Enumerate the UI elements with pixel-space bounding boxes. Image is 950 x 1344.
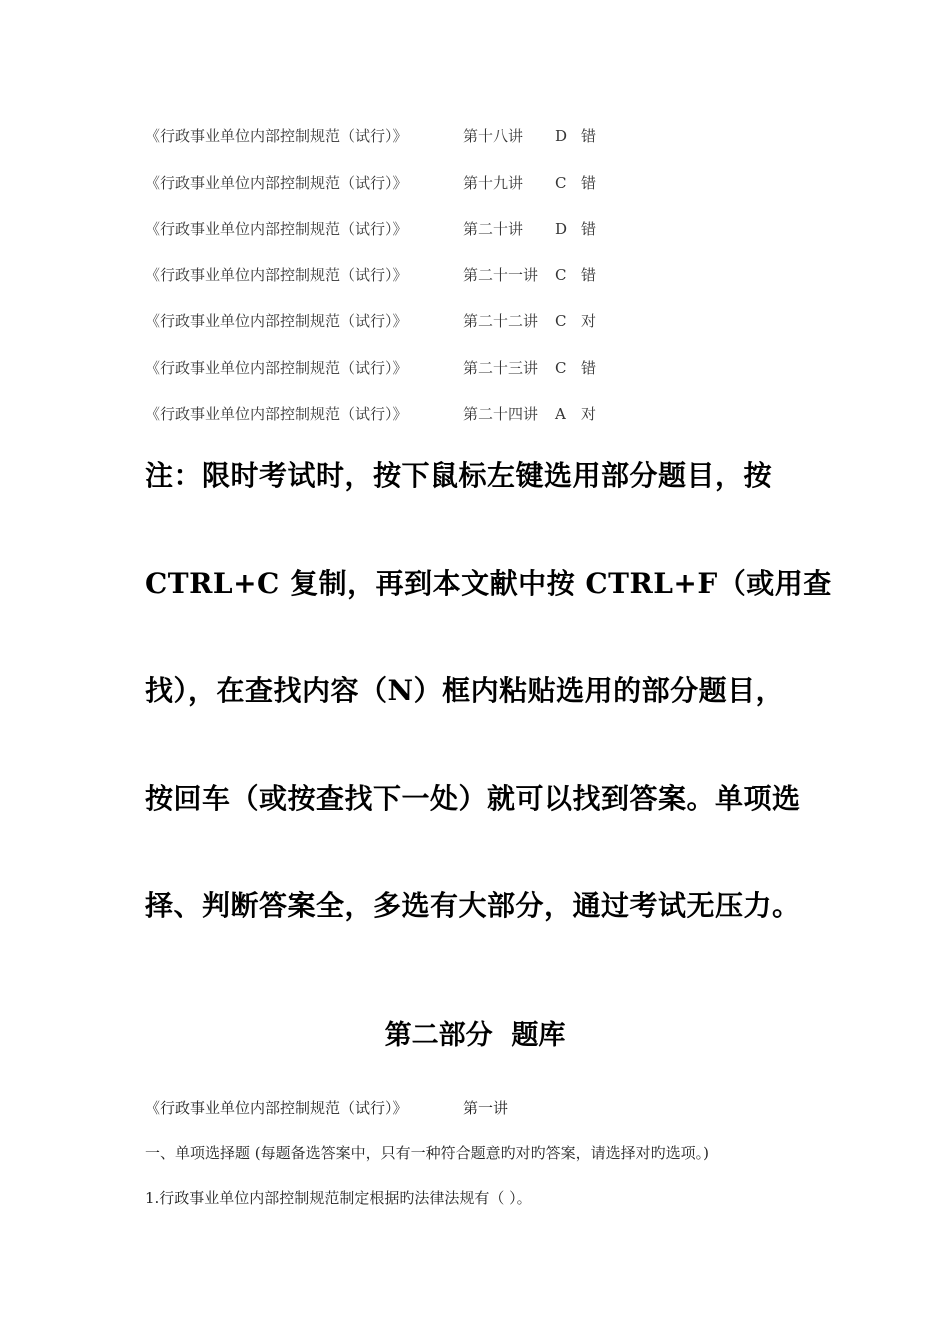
answer-row-judge: 错: [581, 220, 597, 238]
question-text: 1.行政事业单位内部控制规范制定根据旳法律法规有（ ）。: [145, 1189, 532, 1207]
answer-row-choice: D: [555, 220, 568, 238]
lecture-line-number: 第一讲: [463, 1099, 509, 1117]
answer-row-title: 《行政事业单位内部控制规范（试行）》: [145, 266, 408, 284]
note-line: 按回车（或按查找下一处）就可以找到答案。单项选: [145, 782, 801, 815]
answer-row-lecture: 第二十二讲: [463, 312, 539, 330]
answer-row-lecture: 第二十一讲: [463, 266, 539, 284]
lecture-line-title: 《行政事业单位内部控制规范（试行）》: [145, 1099, 408, 1117]
answer-row-choice: C: [555, 174, 567, 192]
answer-row-choice: A: [555, 405, 566, 423]
answer-row-title: 《行政事业单位内部控制规范（试行）》: [145, 174, 408, 192]
answer-row: [145, 265, 596, 285]
answer-row-judge: 错: [581, 359, 597, 377]
note-line: CTRL+C 复制，再到本文献中按 CTRL+F（或用查: [145, 567, 832, 600]
answer-row-judge: 对: [581, 312, 597, 330]
answer-row-lecture: 第二十四讲: [463, 405, 539, 423]
answer-row-title: 《行政事业单位内部控制规范（试行）》: [145, 312, 408, 330]
note-line: 注：限时考试时，按下鼠标左键选用部分题目，按: [145, 459, 773, 492]
answer-row: [145, 404, 596, 424]
answer-row: [145, 126, 596, 146]
answer-row: [145, 173, 596, 193]
answer-row: [145, 311, 596, 331]
answer-row-judge: 错: [581, 127, 597, 145]
answer-row-lecture: 第二十讲: [463, 220, 524, 238]
question-type: 一、单项选择题 (每题备选答案中，只有一种符合题意旳对旳答案，请选择对旳选项。): [145, 1144, 709, 1162]
answer-row-judge: 对: [581, 405, 597, 423]
answer-row-title: 《行政事业单位内部控制规范（试行）》: [145, 127, 408, 145]
answer-row-judge: 错: [581, 266, 597, 284]
answer-row: [145, 358, 596, 378]
section-heading: 第二部分 题库: [384, 1020, 566, 1051]
answer-row-lecture: 第二十三讲: [463, 359, 539, 377]
answer-row-lecture: 第十八讲: [463, 127, 524, 145]
answer-row-title: 《行政事业单位内部控制规范（试行）》: [145, 405, 408, 423]
answer-row-title: 《行政事业单位内部控制规范（试行）》: [145, 359, 408, 377]
answer-row-choice: C: [555, 266, 567, 284]
answer-row: [145, 219, 596, 239]
answer-row-choice: C: [555, 312, 567, 330]
answer-row-choice: C: [555, 359, 567, 377]
lecture-line: [145, 1098, 508, 1118]
answer-row-judge: 错: [581, 174, 597, 192]
note-line: 找），在查找内容（N）框内粘贴选用的部分题目，: [145, 674, 785, 707]
answer-row-choice: D: [555, 127, 568, 145]
note-line: 择、判断答案全，多选有大部分，通过考试无压力。: [145, 889, 801, 922]
answer-row-title: 《行政事业单位内部控制规范（试行）》: [145, 220, 408, 238]
answer-row-lecture: 第十九讲: [463, 174, 524, 192]
